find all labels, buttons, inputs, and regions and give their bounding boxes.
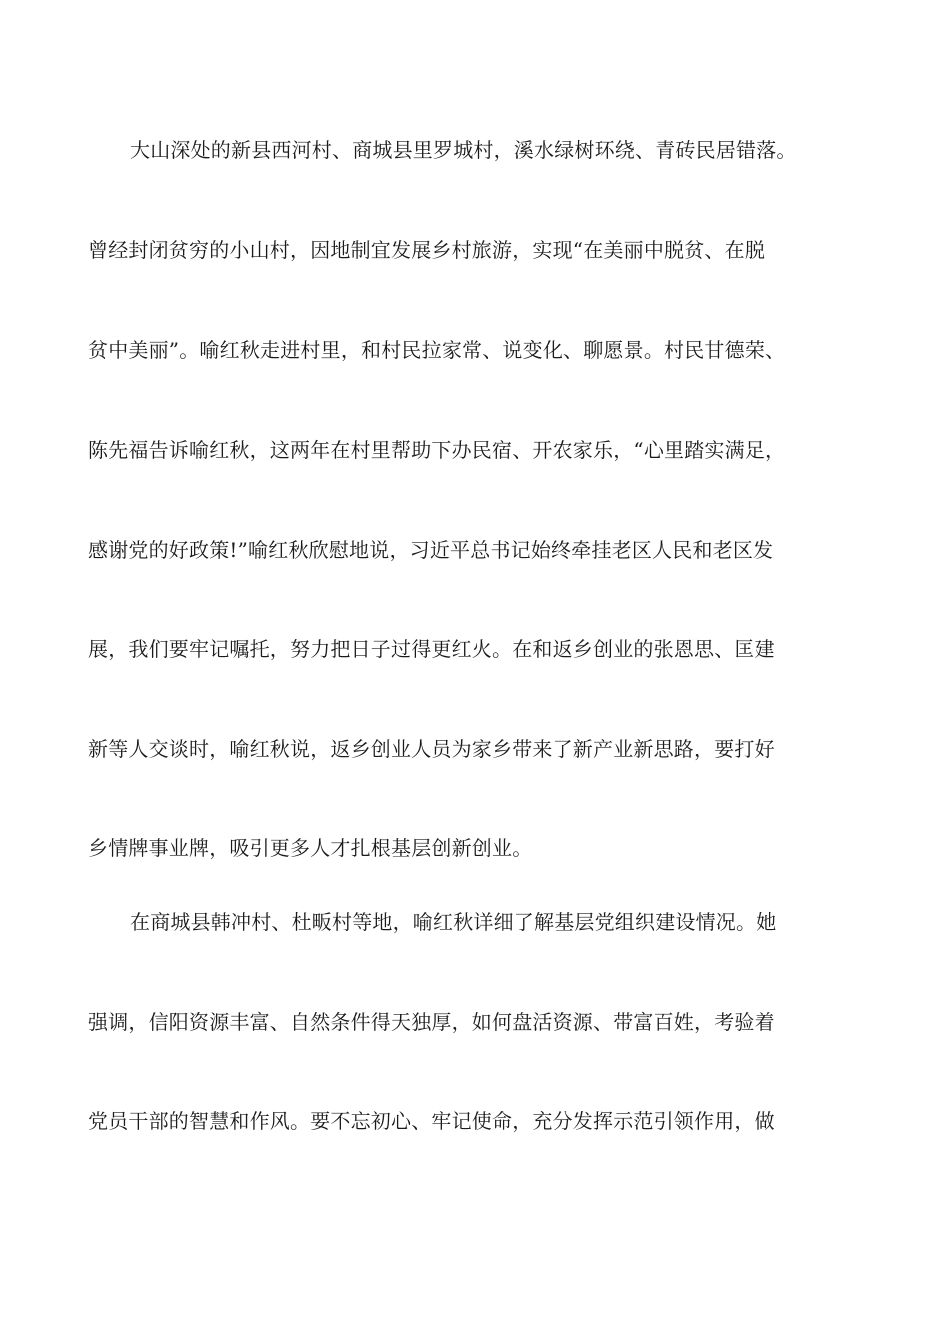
paragraph-1-line-8: 乡情牌事业牌，吸引更多人才扎根基层创新创业。: [88, 836, 533, 860]
paragraph-1-line-2: 曾经封闭贫穷的小山村，因地制宜发展乡村旅游，实现“在美丽中脱贫、在脱: [88, 238, 766, 262]
paragraph-2-line-1: 在商城县韩冲村、杜畈村等地，喻红秋详细了解基层党组织建设情况。她: [130, 910, 777, 934]
paragraph-2-line-3: 党员干部的智慧和作风。要不忘初心、牢记使命，充分发挥示范引领作用，做: [88, 1109, 775, 1133]
paragraph-1-line-1: 大山深处的新县西河村、商城县里罗城村，溪水绿树环绕、青砖民居错落。: [130, 138, 797, 162]
paragraph-2-line-2: 强调，信阳资源丰富、自然条件得天独厚，如何盘活资源、带富百姓，考验着: [88, 1010, 775, 1034]
paragraph-1-line-7: 新等人交谈时，喻红秋说，返乡创业人员为家乡带来了新产业新思路，要打好: [88, 737, 775, 761]
paragraph-1-line-4: 陈先福告诉喻红秋，这两年在村里帮助下办民宿、开农家乐，“心里踏实满足，: [88, 438, 786, 462]
paragraph-1-line-3: 贫中美丽”。喻红秋走进村里，和村民拉家常、说变化、聊愿景。村民甘德荣、: [88, 338, 786, 362]
paragraph-1-line-6: 展，我们要牢记嘱托，努力把日子过得更红火。在和返乡创业的张恩思、匡建: [88, 637, 775, 661]
paragraph-1-line-5: 感谢党的好政策!”喻红秋欣慰地说，习近平总书记始终牵挂老区人民和老区发: [88, 538, 774, 562]
